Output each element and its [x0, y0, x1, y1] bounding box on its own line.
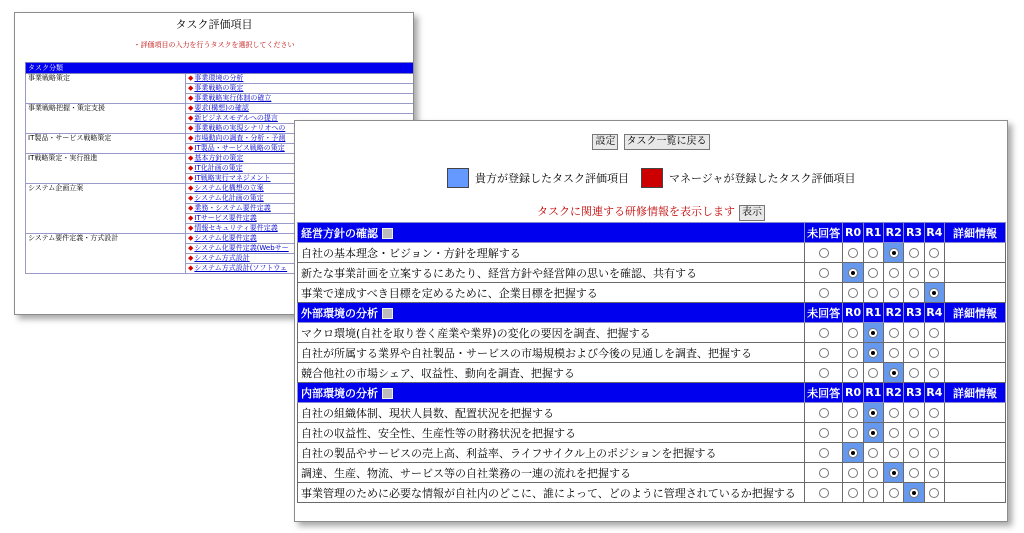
- diamond-bullet-icon: ◆: [188, 84, 194, 92]
- radio-r4[interactable]: [929, 348, 939, 358]
- rating-cell-r4: [924, 463, 944, 483]
- legend-swatch-manager: [641, 168, 663, 188]
- radio-r3[interactable]: [909, 448, 919, 458]
- task-link-label: 情報セキュリティ要件定義: [194, 224, 278, 232]
- diamond-bullet-icon: ◆: [188, 94, 194, 102]
- radio-unanswered[interactable]: [819, 328, 829, 338]
- category-label: システム企画立案: [26, 184, 186, 234]
- rating-cell-r1: [863, 243, 883, 263]
- task-link-label: IT製品・サービス戦略の策定: [194, 144, 285, 152]
- radio-r3[interactable]: [909, 488, 919, 498]
- rating-cell-r4: [924, 243, 944, 263]
- rating-cell-r1: [863, 363, 883, 383]
- radio-r3[interactable]: [909, 428, 919, 438]
- radio-r1[interactable]: [868, 488, 878, 498]
- task-link-label: 事業戦略の策定: [194, 84, 244, 92]
- task-link-label: 業務・システム要件定義: [194, 204, 271, 212]
- legend-label-manager: マネージャが登録したタスク評価項目: [669, 172, 856, 185]
- radio-unanswered[interactable]: [819, 448, 829, 458]
- rating-cell-unanswered: [804, 363, 843, 383]
- column-header-r4: R4: [924, 223, 944, 243]
- diamond-bullet-icon: ◆: [188, 124, 194, 132]
- radio-r4[interactable]: [929, 288, 939, 298]
- task-link[interactable]: [186, 94, 415, 104]
- task-link-label: 事業環境の分析: [194, 74, 244, 82]
- rating-cell-r2: [884, 423, 904, 443]
- rating-cell-r2: [884, 323, 904, 343]
- task-description: 新たな事業計画を立案するにあたり、経営方針や経営陣の思いを確認、共有する: [298, 263, 805, 283]
- rating-cell-unanswered: [804, 263, 843, 283]
- section-header-row: [298, 223, 1006, 243]
- details-cell: [944, 363, 1005, 383]
- column-header-r0: R0: [843, 223, 863, 243]
- section-title-label: 外部環境の分析: [301, 306, 378, 320]
- person-icon: [382, 228, 393, 239]
- column-header-r4: R4: [924, 303, 944, 323]
- top-toolbar: [295, 129, 1007, 150]
- radio-r3[interactable]: [909, 468, 919, 478]
- rating-cell-r2: [884, 343, 904, 363]
- column-header-unanswered: 未回答: [804, 383, 843, 403]
- rating-cell-r0: [843, 343, 863, 363]
- category-label: IT製品・サービス戦略策定: [26, 134, 186, 154]
- rating-cell-r1: [863, 403, 883, 423]
- rating-cell-r4: [924, 263, 944, 283]
- rating-cell-r0: [843, 243, 863, 263]
- rating-cell-unanswered: [804, 403, 843, 423]
- radio-r2[interactable]: [889, 368, 899, 378]
- column-header-r1: R1: [863, 223, 883, 243]
- rating-cell-unanswered: [804, 443, 843, 463]
- section-header-row: [298, 383, 1006, 403]
- diamond-bullet-icon: ◆: [188, 144, 194, 152]
- legend-swatch-user: [447, 168, 469, 188]
- rating-cell-unanswered: [804, 483, 843, 503]
- rating-cell-r0: [843, 263, 863, 283]
- training-info-text: タスクに関連する研修情報を表示します: [537, 205, 735, 218]
- column-header-r0: R0: [843, 303, 863, 323]
- task-evaluation-window: [294, 120, 1008, 522]
- rating-cell-r4: [924, 423, 944, 443]
- details-cell: [944, 483, 1005, 503]
- rating-cell-r2: [884, 483, 904, 503]
- rating-cell-r0: [843, 423, 863, 443]
- radio-r2[interactable]: [889, 448, 899, 458]
- section-title-label: 内部環境の分析: [301, 386, 378, 400]
- radio-r4[interactable]: [929, 268, 939, 278]
- details-cell: [944, 343, 1005, 363]
- details-cell: [944, 263, 1005, 283]
- rating-cell-r1: [863, 443, 883, 463]
- task-description: 自社の収益性、安全性、生産性等の財務状況を把握する: [298, 423, 805, 443]
- rating-cell-r3: [904, 463, 924, 483]
- radio-r1[interactable]: [868, 428, 878, 438]
- radio-r1[interactable]: [868, 268, 878, 278]
- task-row: [298, 483, 1006, 503]
- radio-r2[interactable]: [889, 348, 899, 358]
- task-description: 事業で達成すべき目標を定めるために、企業目標を把握する: [298, 283, 805, 303]
- rating-cell-r3: [904, 263, 924, 283]
- radio-r1[interactable]: [868, 368, 878, 378]
- rating-cell-r0: [843, 483, 863, 503]
- details-cell: [944, 443, 1005, 463]
- column-header-r2: R2: [884, 383, 904, 403]
- task-link[interactable]: [186, 104, 415, 114]
- radio-unanswered[interactable]: [819, 348, 829, 358]
- rating-cell-r3: [904, 343, 924, 363]
- rating-cell-r3: [904, 423, 924, 443]
- page-title: タスク評価項目: [175, 18, 253, 31]
- radio-unanswered[interactable]: [819, 288, 829, 298]
- task-row: [298, 343, 1006, 363]
- category-label: IT戦略策定・実行推進: [26, 154, 186, 184]
- rating-cell-r1: [863, 283, 883, 303]
- radio-unanswered[interactable]: [819, 488, 829, 498]
- task-description: 自社の基本理念・ビジョン・方針を理解する: [298, 243, 805, 263]
- rating-cell-r1: [863, 343, 883, 363]
- details-cell: [944, 403, 1005, 423]
- rating-cell-r0: [843, 403, 863, 423]
- column-header-details: 詳細情報: [944, 383, 1005, 403]
- rating-cell-r4: [924, 343, 944, 363]
- radio-r1[interactable]: [868, 468, 878, 478]
- show-button[interactable]: 表示: [739, 205, 765, 221]
- diamond-bullet-icon: ◆: [188, 164, 194, 172]
- person-icon: [382, 388, 393, 399]
- radio-r2[interactable]: [889, 328, 899, 338]
- diamond-bullet-icon: ◆: [188, 184, 194, 192]
- radio-r0[interactable]: [848, 408, 858, 418]
- task-row: [298, 243, 1006, 263]
- rating-cell-r4: [924, 363, 944, 383]
- diamond-bullet-icon: ◆: [188, 264, 194, 272]
- radio-r1[interactable]: [868, 448, 878, 458]
- radio-r1[interactable]: [868, 248, 878, 258]
- rating-cell-r3: [904, 443, 924, 463]
- radio-r2[interactable]: [889, 268, 899, 278]
- rating-cell-r2: [884, 403, 904, 423]
- radio-r0[interactable]: [848, 268, 858, 278]
- rating-cell-r2: [884, 263, 904, 283]
- diamond-bullet-icon: ◆: [188, 234, 194, 242]
- person-icon: [382, 308, 393, 319]
- details-cell: [944, 423, 1005, 443]
- task-row: [298, 423, 1006, 443]
- task-link[interactable]: [186, 84, 415, 94]
- task-row: [298, 463, 1006, 483]
- task-link-label: IT戦略実行マネジメント: [194, 174, 271, 182]
- instruction-text: ・評価項目の入力を行うタスクを選択してください: [133, 41, 295, 49]
- task-link-label: 市場動向の調査・分析・予測: [194, 134, 286, 142]
- task-link-label: システム化要件定義(Webサー: [194, 244, 289, 252]
- radio-r4[interactable]: [929, 448, 939, 458]
- diamond-bullet-icon: ◆: [188, 204, 194, 212]
- radio-r4[interactable]: [929, 488, 939, 498]
- radio-r3[interactable]: [909, 328, 919, 338]
- task-link-label: システム方式設計: [194, 254, 250, 262]
- radio-unanswered[interactable]: [819, 408, 829, 418]
- radio-unanswered[interactable]: [819, 468, 829, 478]
- column-header-r0: R0: [843, 383, 863, 403]
- rating-cell-r1: [863, 483, 883, 503]
- rating-cell-r0: [843, 363, 863, 383]
- details-cell: [944, 243, 1005, 263]
- radio-r3[interactable]: [909, 348, 919, 358]
- task-description: 競合他社の市場シェア、収益性、動向を調査、把握する: [298, 363, 805, 383]
- radio-r0[interactable]: [848, 248, 858, 258]
- diamond-bullet-icon: ◆: [188, 154, 194, 162]
- column-header-r4: R4: [924, 383, 944, 403]
- diamond-bullet-icon: ◆: [188, 254, 194, 262]
- task-description: マクロ環境(自社を取り巻く産業や業界)の変化の要因を調査、把握する: [298, 323, 805, 343]
- rating-cell-r1: [863, 323, 883, 343]
- rating-cell-r4: [924, 323, 944, 343]
- rating-cell-r1: [863, 463, 883, 483]
- rating-cell-r4: [924, 403, 944, 423]
- rating-cell-r4: [924, 443, 944, 463]
- rating-cell-r2: [884, 283, 904, 303]
- diamond-bullet-icon: ◆: [188, 134, 194, 142]
- radio-r4[interactable]: [929, 248, 939, 258]
- radio-r3[interactable]: [909, 248, 919, 258]
- task-link-label: システム化計画の策定: [194, 194, 264, 202]
- diamond-bullet-icon: ◆: [188, 104, 194, 112]
- rating-cell-r3: [904, 483, 924, 503]
- column-header-r2: R2: [884, 223, 904, 243]
- section-title-label: 経営方針の確認: [301, 226, 378, 240]
- task-row: [298, 443, 1006, 463]
- task-row: [298, 363, 1006, 383]
- column-header: タスク分類: [26, 63, 415, 74]
- radio-r4[interactable]: [929, 408, 939, 418]
- category-label: 事業戦略把握・策定支援: [26, 104, 186, 134]
- radio-r0[interactable]: [848, 368, 858, 378]
- settings-button[interactable]: 設定: [592, 134, 618, 150]
- radio-r0[interactable]: [848, 488, 858, 498]
- rating-cell-r0: [843, 443, 863, 463]
- rating-cell-r0: [843, 463, 863, 483]
- rating-cell-unanswered: [804, 243, 843, 263]
- diamond-bullet-icon: ◆: [188, 174, 194, 182]
- task-link-label: システム化要件定義: [194, 234, 257, 242]
- back-to-task-list-button[interactable]: タスク一覧に戻る: [624, 134, 710, 150]
- task-link-label: システム化構想の立案: [194, 184, 264, 192]
- radio-r4[interactable]: [929, 368, 939, 378]
- task-description: 自社の組織体制、現状人員数、配置状況を把握する: [298, 403, 805, 423]
- details-cell: [944, 283, 1005, 303]
- rating-cell-r2: [884, 363, 904, 383]
- details-cell: [944, 463, 1005, 483]
- radio-r2[interactable]: [889, 428, 899, 438]
- radio-r0[interactable]: [848, 348, 858, 358]
- rating-cell-r0: [843, 283, 863, 303]
- task-link-label: システム方式設計(ソフトウェ: [194, 264, 288, 272]
- column-header-r2: R2: [884, 303, 904, 323]
- task-row: [298, 403, 1006, 423]
- rating-cell-r1: [863, 423, 883, 443]
- task-link-label: IT化計画の策定: [194, 164, 243, 172]
- radio-r2[interactable]: [889, 288, 899, 298]
- rating-cell-r3: [904, 403, 924, 423]
- legend-label-user: 貴方が登録したタスク評価項目: [475, 172, 629, 185]
- column-header-details: 詳細情報: [944, 303, 1005, 323]
- task-row: [298, 323, 1006, 343]
- diamond-bullet-icon: ◆: [188, 214, 194, 222]
- radio-r1[interactable]: [868, 288, 878, 298]
- radio-r3[interactable]: [909, 408, 919, 418]
- radio-r4[interactable]: [929, 428, 939, 438]
- section-title: [298, 303, 805, 323]
- radio-r1[interactable]: [868, 328, 878, 338]
- diamond-bullet-icon: ◆: [188, 244, 194, 252]
- diamond-bullet-icon: ◆: [188, 224, 194, 232]
- radio-unanswered[interactable]: [819, 428, 829, 438]
- section-title: [298, 383, 805, 403]
- radio-r3[interactable]: [909, 288, 919, 298]
- radio-r0[interactable]: [848, 428, 858, 438]
- column-header-unanswered: 未回答: [804, 223, 843, 243]
- task-description: 調達、生産、物流、サービス等の自社業務の一連の流れを把握する: [298, 463, 805, 483]
- task-row: [298, 263, 1006, 283]
- radio-unanswered[interactable]: [819, 368, 829, 378]
- legend: [447, 167, 856, 189]
- radio-r0[interactable]: [848, 328, 858, 338]
- column-header-r3: R3: [904, 223, 924, 243]
- task-link-label: 新ビジネスモデルへの提言: [194, 114, 278, 122]
- task-link[interactable]: [186, 74, 415, 84]
- radio-unanswered[interactable]: [819, 248, 829, 258]
- task-link-label: ITサービス要件定義: [194, 214, 257, 222]
- training-info-row: [295, 203, 1007, 221]
- rating-cell-r3: [904, 243, 924, 263]
- column-header-details: 詳細情報: [944, 223, 1005, 243]
- radio-r2[interactable]: [889, 408, 899, 418]
- radio-r2[interactable]: [889, 468, 899, 478]
- rating-cell-r3: [904, 363, 924, 383]
- radio-r4[interactable]: [929, 468, 939, 478]
- rating-cell-unanswered: [804, 343, 843, 363]
- category-label: システム要件定義・方式設計: [26, 234, 186, 274]
- diamond-bullet-icon: ◆: [188, 114, 194, 122]
- task-link-label: 基本方針の策定: [194, 154, 244, 162]
- category-row: [26, 104, 415, 114]
- diamond-bullet-icon: ◆: [188, 194, 194, 202]
- category-row: [26, 74, 415, 84]
- radio-unanswered[interactable]: [819, 268, 829, 278]
- rating-cell-unanswered: [804, 283, 843, 303]
- category-label: 事業戦略策定: [26, 74, 186, 104]
- radio-r2[interactable]: [889, 248, 899, 258]
- rating-cell-r4: [924, 283, 944, 303]
- diamond-bullet-icon: ◆: [188, 74, 194, 82]
- radio-r3[interactable]: [909, 268, 919, 278]
- radio-r0[interactable]: [848, 288, 858, 298]
- rating-cell-r2: [884, 463, 904, 483]
- task-link-label: 事業戦略実行体制の確立: [194, 94, 272, 102]
- rating-cell-unanswered: [804, 423, 843, 443]
- rating-cell-r1: [863, 263, 883, 283]
- rating-cell-unanswered: [804, 323, 843, 343]
- section-header-row: [298, 303, 1006, 323]
- task-link-label: 要求(構想)の確認: [194, 104, 249, 112]
- rating-cell-unanswered: [804, 463, 843, 483]
- column-header-unanswered: 未回答: [804, 303, 843, 323]
- radio-r1[interactable]: [868, 408, 878, 418]
- radio-r4[interactable]: [929, 328, 939, 338]
- task-link-label: 事業戦略の実現シナリオへの: [194, 124, 286, 132]
- column-header-r3: R3: [904, 383, 924, 403]
- column-header-r1: R1: [863, 303, 883, 323]
- task-description: 自社が所属する業界や自社製品・サービスの市場規模および今後の見通しを調査、把握する: [298, 343, 805, 363]
- radio-r3[interactable]: [909, 368, 919, 378]
- details-cell: [944, 323, 1005, 343]
- column-header-r1: R1: [863, 383, 883, 403]
- radio-r2[interactable]: [889, 488, 899, 498]
- rating-cell-r2: [884, 243, 904, 263]
- rating-cell-r3: [904, 283, 924, 303]
- radio-r0[interactable]: [848, 448, 858, 458]
- rating-cell-r0: [843, 323, 863, 343]
- task-description: 自社の製品やサービスの売上高、利益率、ライフサイクル上のポジションを把握する: [298, 443, 805, 463]
- task-row: [298, 283, 1006, 303]
- rating-cell-r3: [904, 323, 924, 343]
- evaluation-table: [297, 222, 1006, 503]
- task-description: 事業管理のために必要な情報が自社内のどこに、誰によって、どのように管理されているか把握する: [298, 483, 805, 503]
- section-title: [298, 223, 805, 243]
- rating-cell-r4: [924, 483, 944, 503]
- rating-cell-r2: [884, 443, 904, 463]
- column-header-r3: R3: [904, 303, 924, 323]
- radio-r1[interactable]: [868, 348, 878, 358]
- radio-r0[interactable]: [848, 468, 858, 478]
